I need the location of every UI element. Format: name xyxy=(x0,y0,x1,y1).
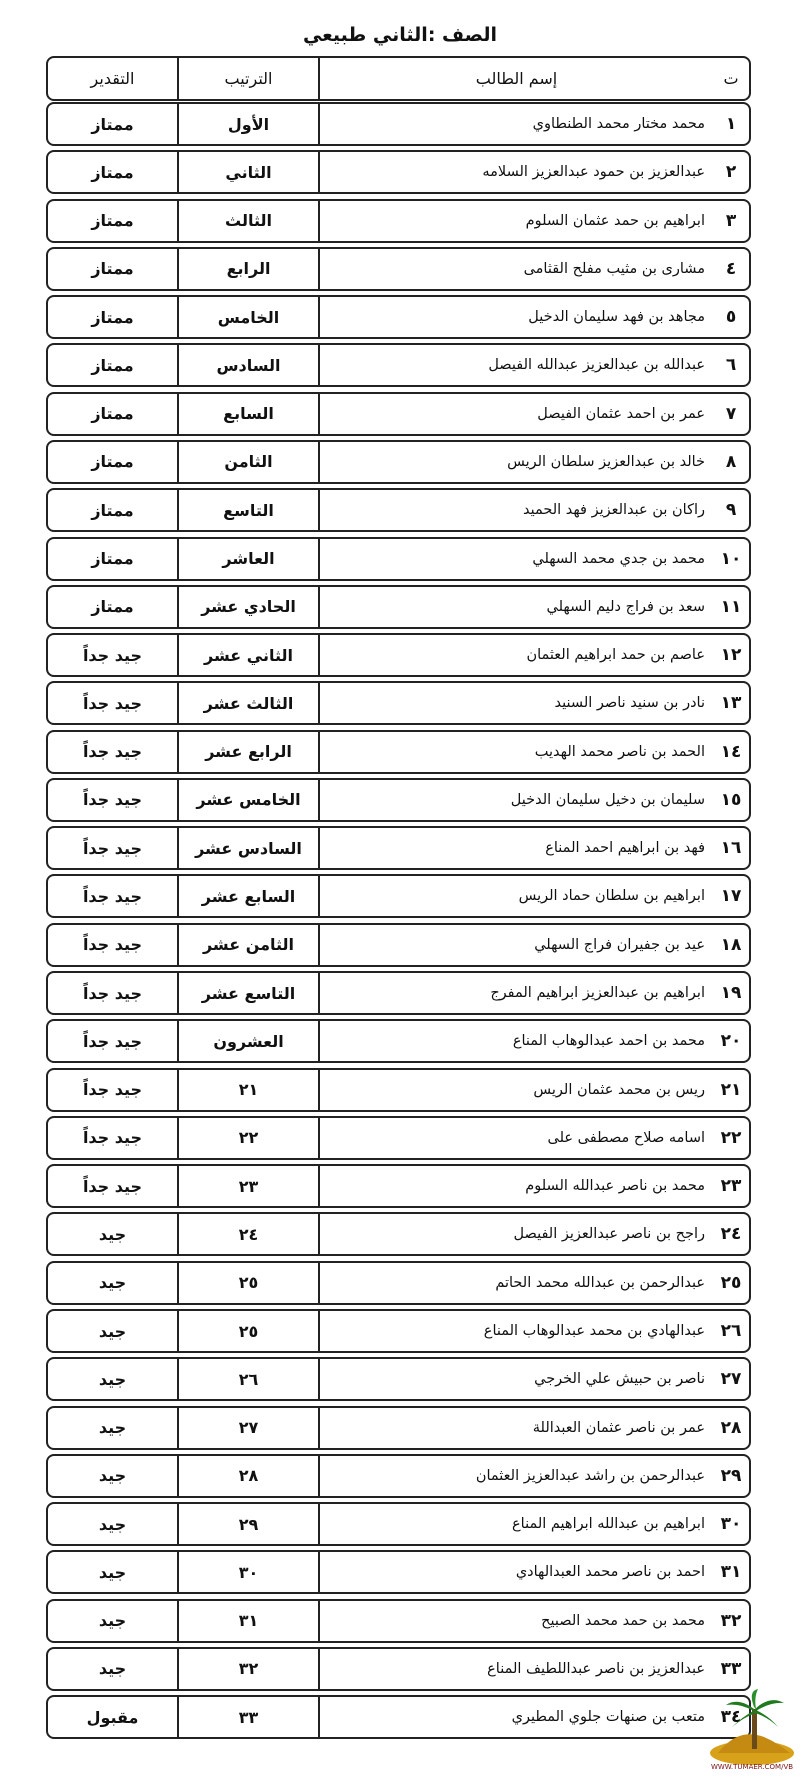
rank-cell: العاشر xyxy=(177,539,318,579)
student-name-cell: عاصم بن حمد ابراهيم العثمان xyxy=(318,635,713,675)
table-row xyxy=(46,247,751,291)
grade-cell: جيد xyxy=(98,1321,127,1341)
table-row xyxy=(46,730,751,774)
table-row xyxy=(46,826,751,870)
grade-cell: جيد جداً xyxy=(82,1176,143,1196)
table-row xyxy=(46,1019,751,1063)
header-name: إسم الطالب xyxy=(318,58,713,99)
grade-cell: جيد جداً xyxy=(82,790,143,810)
row-number-cell: ٧ xyxy=(725,403,737,424)
rank-cell: ٣٢ xyxy=(177,1649,318,1689)
row-number-cell: ١ xyxy=(725,114,737,134)
grade-cell: جيد xyxy=(98,1611,127,1631)
student-name-cell: ابراهيم بن حمد عثمان السلوم xyxy=(318,201,713,241)
rank-cell: الخامس xyxy=(177,297,318,337)
row-number-cell: ٢٢ xyxy=(720,1127,742,1148)
student-name-cell: سليمان بن دخيل سليمان الدخيل xyxy=(318,780,713,820)
rank-cell: ٢٥ xyxy=(177,1263,318,1303)
table-row xyxy=(46,1647,751,1691)
rank-cell: الثامن عشر xyxy=(177,925,318,965)
row-number-cell: ١٣ xyxy=(720,693,742,714)
student-name-cell: عبدالعزيز بن ناصر عبداللطيف المناع xyxy=(318,1649,713,1689)
row-number-cell: ١٠ xyxy=(720,548,742,569)
grade-cell: جيد جداً xyxy=(82,1128,143,1148)
grade-cell: ممتاز xyxy=(91,500,134,520)
row-number-cell: ٣٢ xyxy=(720,1610,742,1631)
student-name-cell: عبدالله بن عبدالعزيز عبدالله الفيصل xyxy=(318,345,713,385)
grade-cell: جيد xyxy=(98,1369,127,1389)
row-number-cell: ١٤ xyxy=(720,741,742,762)
rank-cell: التاسع xyxy=(177,490,318,530)
row-number-cell: ٣٣ xyxy=(720,1658,742,1679)
grade-cell: ممتاز xyxy=(91,259,134,279)
grade-cell: جيد xyxy=(98,1224,127,1244)
student-name-cell: راكان بن عبدالعزيز فهد الحميد xyxy=(318,490,713,530)
grade-cell: جيد xyxy=(98,1514,127,1534)
grade-cell: جيد جداً xyxy=(82,693,143,713)
grade-cell: ممتاز xyxy=(91,162,134,182)
table-row xyxy=(46,971,751,1015)
table-row xyxy=(46,1599,751,1643)
rank-cell: العشرون xyxy=(177,1021,318,1061)
row-number-cell: ٣ xyxy=(725,210,737,231)
rank-cell: الثالث xyxy=(177,201,318,241)
student-name-cell: ريس بن محمد عثمان الريس xyxy=(318,1070,713,1110)
student-name-cell: راجح بن ناصر عبدالعزيز الفيصل xyxy=(318,1214,713,1254)
page-title: الصف :الثاني طبيعي xyxy=(302,24,498,46)
table-row xyxy=(46,1261,751,1305)
grade-cell: جيد xyxy=(98,1562,127,1582)
table-row xyxy=(46,633,751,677)
table-row xyxy=(46,295,751,339)
table-row xyxy=(46,1116,751,1160)
rank-cell: الثاني عشر xyxy=(177,635,318,675)
rank-cell: ٢٩ xyxy=(177,1504,318,1544)
grade-cell: جيد جداً xyxy=(82,886,143,906)
grade-cell: جيد جداً xyxy=(82,983,143,1003)
student-name-cell: الحمد بن ناصر محمد الهديب xyxy=(318,732,713,772)
row-number-cell: ٤ xyxy=(725,258,737,279)
table-row xyxy=(46,199,751,243)
student-name-cell: متعب بن صنهات جلوي المطيري xyxy=(318,1697,713,1737)
student-name-cell: عبدالعزيز بن حمود عبدالعزيز السلامه xyxy=(318,152,713,192)
rank-cell: الثاني xyxy=(177,152,318,192)
table-row xyxy=(46,102,751,146)
row-number-cell: ٣١ xyxy=(720,1562,742,1583)
rank-cell: السابع xyxy=(177,394,318,434)
rank-cell: ٢٢ xyxy=(177,1118,318,1158)
grade-cell: جيد جداً xyxy=(82,645,143,665)
grade-cell: جيد جداً xyxy=(82,742,143,762)
grade-cell: جيد جداً xyxy=(82,838,143,858)
rank-cell: ٢٧ xyxy=(177,1408,318,1448)
rank-cell: السادس xyxy=(177,345,318,385)
rank-cell: التاسع عشر xyxy=(177,973,318,1013)
table-row xyxy=(46,537,751,581)
row-number-cell: ٣٤ xyxy=(720,1707,742,1728)
rank-cell: ٢٨ xyxy=(177,1456,318,1496)
rank-cell: ٣١ xyxy=(177,1601,318,1641)
table-row xyxy=(46,1212,751,1256)
student-name-cell: محمد بن ناصر عبدالله السلوم xyxy=(318,1166,713,1206)
student-name-cell: سعد بن فراج دليم السهلي xyxy=(318,587,713,627)
row-number-cell: ١٢ xyxy=(720,645,742,666)
grade-cell: جيد جداً xyxy=(82,1031,143,1051)
table-row xyxy=(46,488,751,532)
watermark-logo xyxy=(708,1687,796,1773)
row-number-cell: ٢٠ xyxy=(720,1031,742,1052)
row-number-cell: ١٨ xyxy=(720,934,742,955)
rank-cell: الثامن xyxy=(177,442,318,482)
grade-cell: جيد جداً xyxy=(82,935,143,955)
student-name-cell: احمد بن ناصر محمد العبدالهادي xyxy=(318,1552,713,1592)
grade-cell: ممتاز xyxy=(91,211,134,231)
row-number-cell: ٢ xyxy=(725,162,737,183)
row-number-cell: ١١ xyxy=(720,596,742,617)
grade-cell: جيد xyxy=(98,1466,127,1486)
table-row xyxy=(46,923,751,967)
grade-cell: ممتاز xyxy=(91,597,134,617)
row-number-cell: ٢٩ xyxy=(720,1465,742,1486)
watermark-site-text: WWW.TUMAER.COM/VB xyxy=(710,1763,794,1771)
table-row xyxy=(46,585,751,629)
header-rank: الترتيب xyxy=(177,58,318,99)
row-number-cell: ٨ xyxy=(725,451,737,472)
grade-cell: ممتاز xyxy=(91,452,134,472)
rank-cell: ٢٦ xyxy=(177,1359,318,1399)
table-row xyxy=(46,343,751,387)
student-name-cell: محمد بن حمد محمد الصبيح xyxy=(318,1601,713,1641)
student-name-cell: عبدالهادي بن محمد عبدالوهاب المناع xyxy=(318,1311,713,1351)
table-row xyxy=(46,1454,751,1498)
table-row xyxy=(46,681,751,725)
student-name-cell: عيد بن جفيران فراج السهلي xyxy=(318,925,713,965)
row-number-cell: ٢٥ xyxy=(720,1272,742,1293)
row-number-cell: ١٧ xyxy=(720,886,742,907)
student-name-cell: ابراهيم بن عبدالعزيز ابراهيم المفرج xyxy=(318,973,713,1013)
rank-cell: ٣٣ xyxy=(177,1697,318,1737)
table-row xyxy=(46,778,751,822)
row-number-cell: ٢٦ xyxy=(720,1321,742,1341)
table-header-row xyxy=(46,56,751,101)
student-name-cell: ابراهيم بن سلطان حماد الريس xyxy=(318,876,713,916)
student-name-cell: محمد مختار محمد الطنطاوي xyxy=(318,104,713,144)
rank-cell: ٢٥ xyxy=(177,1311,318,1351)
row-number-cell: ٥ xyxy=(725,307,737,328)
student-name-cell: عمر بن احمد عثمان الفيصل xyxy=(318,394,713,434)
rank-cell: السادس عشر xyxy=(177,828,318,868)
header-grade: التقدير xyxy=(90,69,135,88)
table-row xyxy=(46,1357,751,1401)
table-row xyxy=(46,1068,751,1112)
table-row xyxy=(46,440,751,484)
grade-cell: جيد xyxy=(98,1418,127,1438)
row-number-cell: ٢٤ xyxy=(720,1224,742,1245)
row-number-cell: ٢٧ xyxy=(720,1369,742,1390)
student-name-cell: عبدالرحمن بن راشد عبدالعزيز العثمان xyxy=(318,1456,713,1496)
student-name-cell: ناصر بن حبيش علي الخرجي xyxy=(318,1359,713,1399)
row-number-cell: ٢٣ xyxy=(720,1176,742,1197)
grade-cell: ممتاز xyxy=(91,355,134,375)
rank-cell: ٣٠ xyxy=(177,1552,318,1592)
student-name-cell: محمد بن جدي محمد السهلي xyxy=(318,539,713,579)
table-row xyxy=(46,1406,751,1450)
rank-cell: الأول xyxy=(177,104,318,144)
row-number-cell: ٦ xyxy=(725,355,737,376)
student-name-cell: اسامه صلاح مصطفى على xyxy=(318,1118,713,1158)
student-name-cell: ابراهيم بن عبدالله ابراهيم المناع xyxy=(318,1504,713,1544)
rank-cell: السابع عشر xyxy=(177,876,318,916)
rank-cell: ٢٣ xyxy=(177,1166,318,1206)
grade-cell: جيد جداً xyxy=(82,1080,143,1100)
row-number-cell: ٣٠ xyxy=(720,1514,742,1535)
row-number-cell: ٢١ xyxy=(720,1079,742,1100)
student-name-cell: عبدالرحمن بن عبدالله محمد الحاتم xyxy=(318,1263,713,1303)
table-row xyxy=(46,874,751,918)
grade-cell: ممتاز xyxy=(91,307,134,327)
rank-cell: الخامس عشر xyxy=(177,780,318,820)
table-row xyxy=(46,1502,751,1546)
student-name-cell: محمد بن احمد عبدالوهاب المناع xyxy=(318,1021,713,1061)
grade-cell: ممتاز xyxy=(91,549,134,569)
row-number-cell: ١٦ xyxy=(720,838,742,859)
student-name-cell: فهد بن ابراهيم احمد المناع xyxy=(318,828,713,868)
table-row xyxy=(46,150,751,194)
grade-cell: جيد xyxy=(98,1659,127,1679)
student-name-cell: مجاهد بن فهد سليمان الدخيل xyxy=(318,297,713,337)
rank-cell: الحادي عشر xyxy=(177,587,318,627)
grade-cell: ممتاز xyxy=(91,114,134,134)
table-row xyxy=(46,1550,751,1594)
table-row xyxy=(46,392,751,436)
row-number-cell: ١٥ xyxy=(720,789,742,810)
rank-cell: ٢٤ xyxy=(177,1214,318,1254)
table-row xyxy=(46,1695,751,1739)
grade-cell: مقبول xyxy=(86,1707,139,1727)
rank-cell: الثالث عشر xyxy=(177,683,318,723)
rank-cell: ٢١ xyxy=(177,1070,318,1110)
row-number-cell: ١٩ xyxy=(720,983,742,1004)
rank-cell: الرابع عشر xyxy=(177,732,318,772)
header-num: ت xyxy=(723,69,739,88)
student-name-cell: نادر بن سنيد ناصر السنيد xyxy=(318,683,713,723)
table-row xyxy=(46,1309,751,1353)
student-name-cell: عمر بن ناصر عثمان العبداللة xyxy=(318,1408,713,1448)
rank-cell: الرابع xyxy=(177,249,318,289)
grade-cell: جيد xyxy=(98,1273,127,1293)
grade-cell: ممتاز xyxy=(91,404,134,424)
student-name-cell: مشارى بن مثيب مفلح القثامى xyxy=(318,249,713,289)
row-number-cell: ٢٨ xyxy=(720,1417,742,1438)
row-number-cell: ٩ xyxy=(725,500,737,521)
student-name-cell: خالد بن عبدالعزيز سلطان الريس xyxy=(318,442,713,482)
table-row xyxy=(46,1164,751,1208)
